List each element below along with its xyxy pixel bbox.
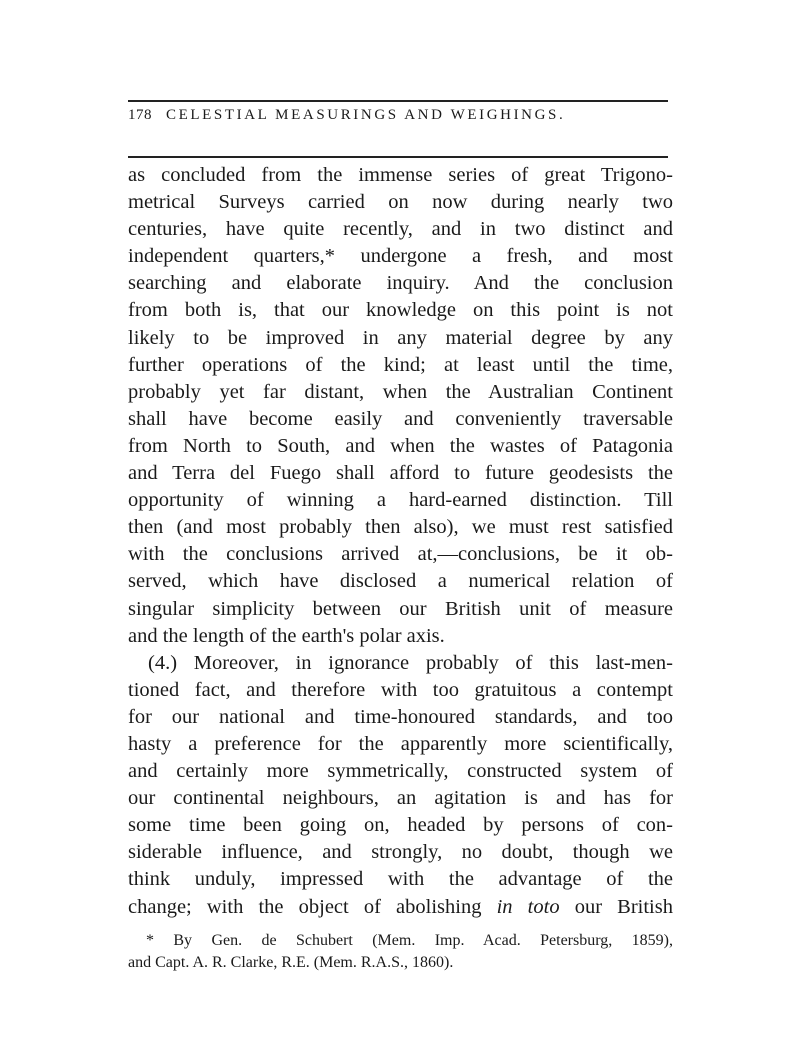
- text-line: and the length of the earth's polar axis.: [128, 624, 445, 647]
- footnote: [128, 930, 673, 974]
- text-line: with the conclusions arrived at,—conclusions, be it ob-: [128, 543, 673, 566]
- paragraph-start-line: (4.) Moreover, in ignorance probably of this last-men-: [148, 651, 673, 674]
- header-rule-top: [128, 100, 668, 102]
- text-line: and Terra del Fuego shall afford to future geodesists the: [128, 462, 673, 485]
- body-text: [128, 162, 673, 921]
- running-header: [128, 107, 668, 124]
- footnote-line: * By Gen. de Schubert (Mem. Imp. Acad. Petersburg, 1859),: [146, 932, 673, 949]
- text-line: centuries, have quite recently, and in two distinct and: [128, 218, 673, 241]
- text-line: probably yet far distant, when the Australian Continent: [128, 380, 673, 403]
- text-line: hasty a preference for the apparently more scientifically,: [128, 732, 673, 755]
- text-line: further operations of the kind; at least until the time,: [128, 353, 673, 376]
- text-line: independent quarters,* undergone a fresh, and most: [128, 245, 673, 268]
- text-line: metrical Surveys carried on now during nearly two: [128, 191, 673, 214]
- text-line: and certainly more symmetrically, constructed system of: [128, 760, 673, 783]
- text-line: siderable influence, and strongly, no doubt, though we: [128, 841, 673, 864]
- text-fragment: our British: [559, 895, 673, 918]
- text-line: served, which have disclosed a numerical relation of: [128, 570, 673, 593]
- text-line: some time been going on, headed by persons of con-: [128, 814, 673, 837]
- text-line: for our national and time-honoured standards, and too: [128, 705, 673, 728]
- text-line: shall have become easily and conveniently traversable: [128, 407, 673, 430]
- text-line: our continental neighbours, an agitation is and has for: [128, 787, 673, 810]
- text-line: singular simplicity between our British unit of measure: [128, 597, 673, 620]
- text-line: think unduly, impressed with the advantage of the: [128, 868, 673, 891]
- text-line: opportunity of winning a hard-earned distinction. Till: [128, 489, 673, 512]
- text-line: then (and most probably then also), we must rest satisfied: [128, 516, 673, 539]
- header-rule-bottom: [128, 156, 668, 158]
- italic-phrase: in toto: [496, 895, 560, 918]
- text-line: [128, 894, 673, 921]
- text-line: from North to South, and when the wastes of Patagonia: [128, 434, 673, 457]
- text-line: likely to be improved in any material degree by any: [128, 326, 673, 349]
- footnote-line: and Capt. A. R. Clarke, R.E. (Mem. R.A.S., 1860).: [128, 954, 454, 971]
- text-line: as concluded from the immense series of great Trigono-: [128, 164, 673, 186]
- text-line: tioned fact, and therefore with too gratuitous a contempt: [128, 678, 673, 701]
- page-number: 178: [128, 107, 152, 123]
- text-line: searching and elaborate inquiry. And the conclusion: [128, 272, 673, 295]
- running-title: CELESTIAL MEASURINGS AND WEIGHINGS.: [166, 107, 566, 123]
- text-line: from both is, that our knowledge on this point is not: [128, 299, 673, 322]
- text-fragment: change; with the object of abolishing: [128, 895, 497, 918]
